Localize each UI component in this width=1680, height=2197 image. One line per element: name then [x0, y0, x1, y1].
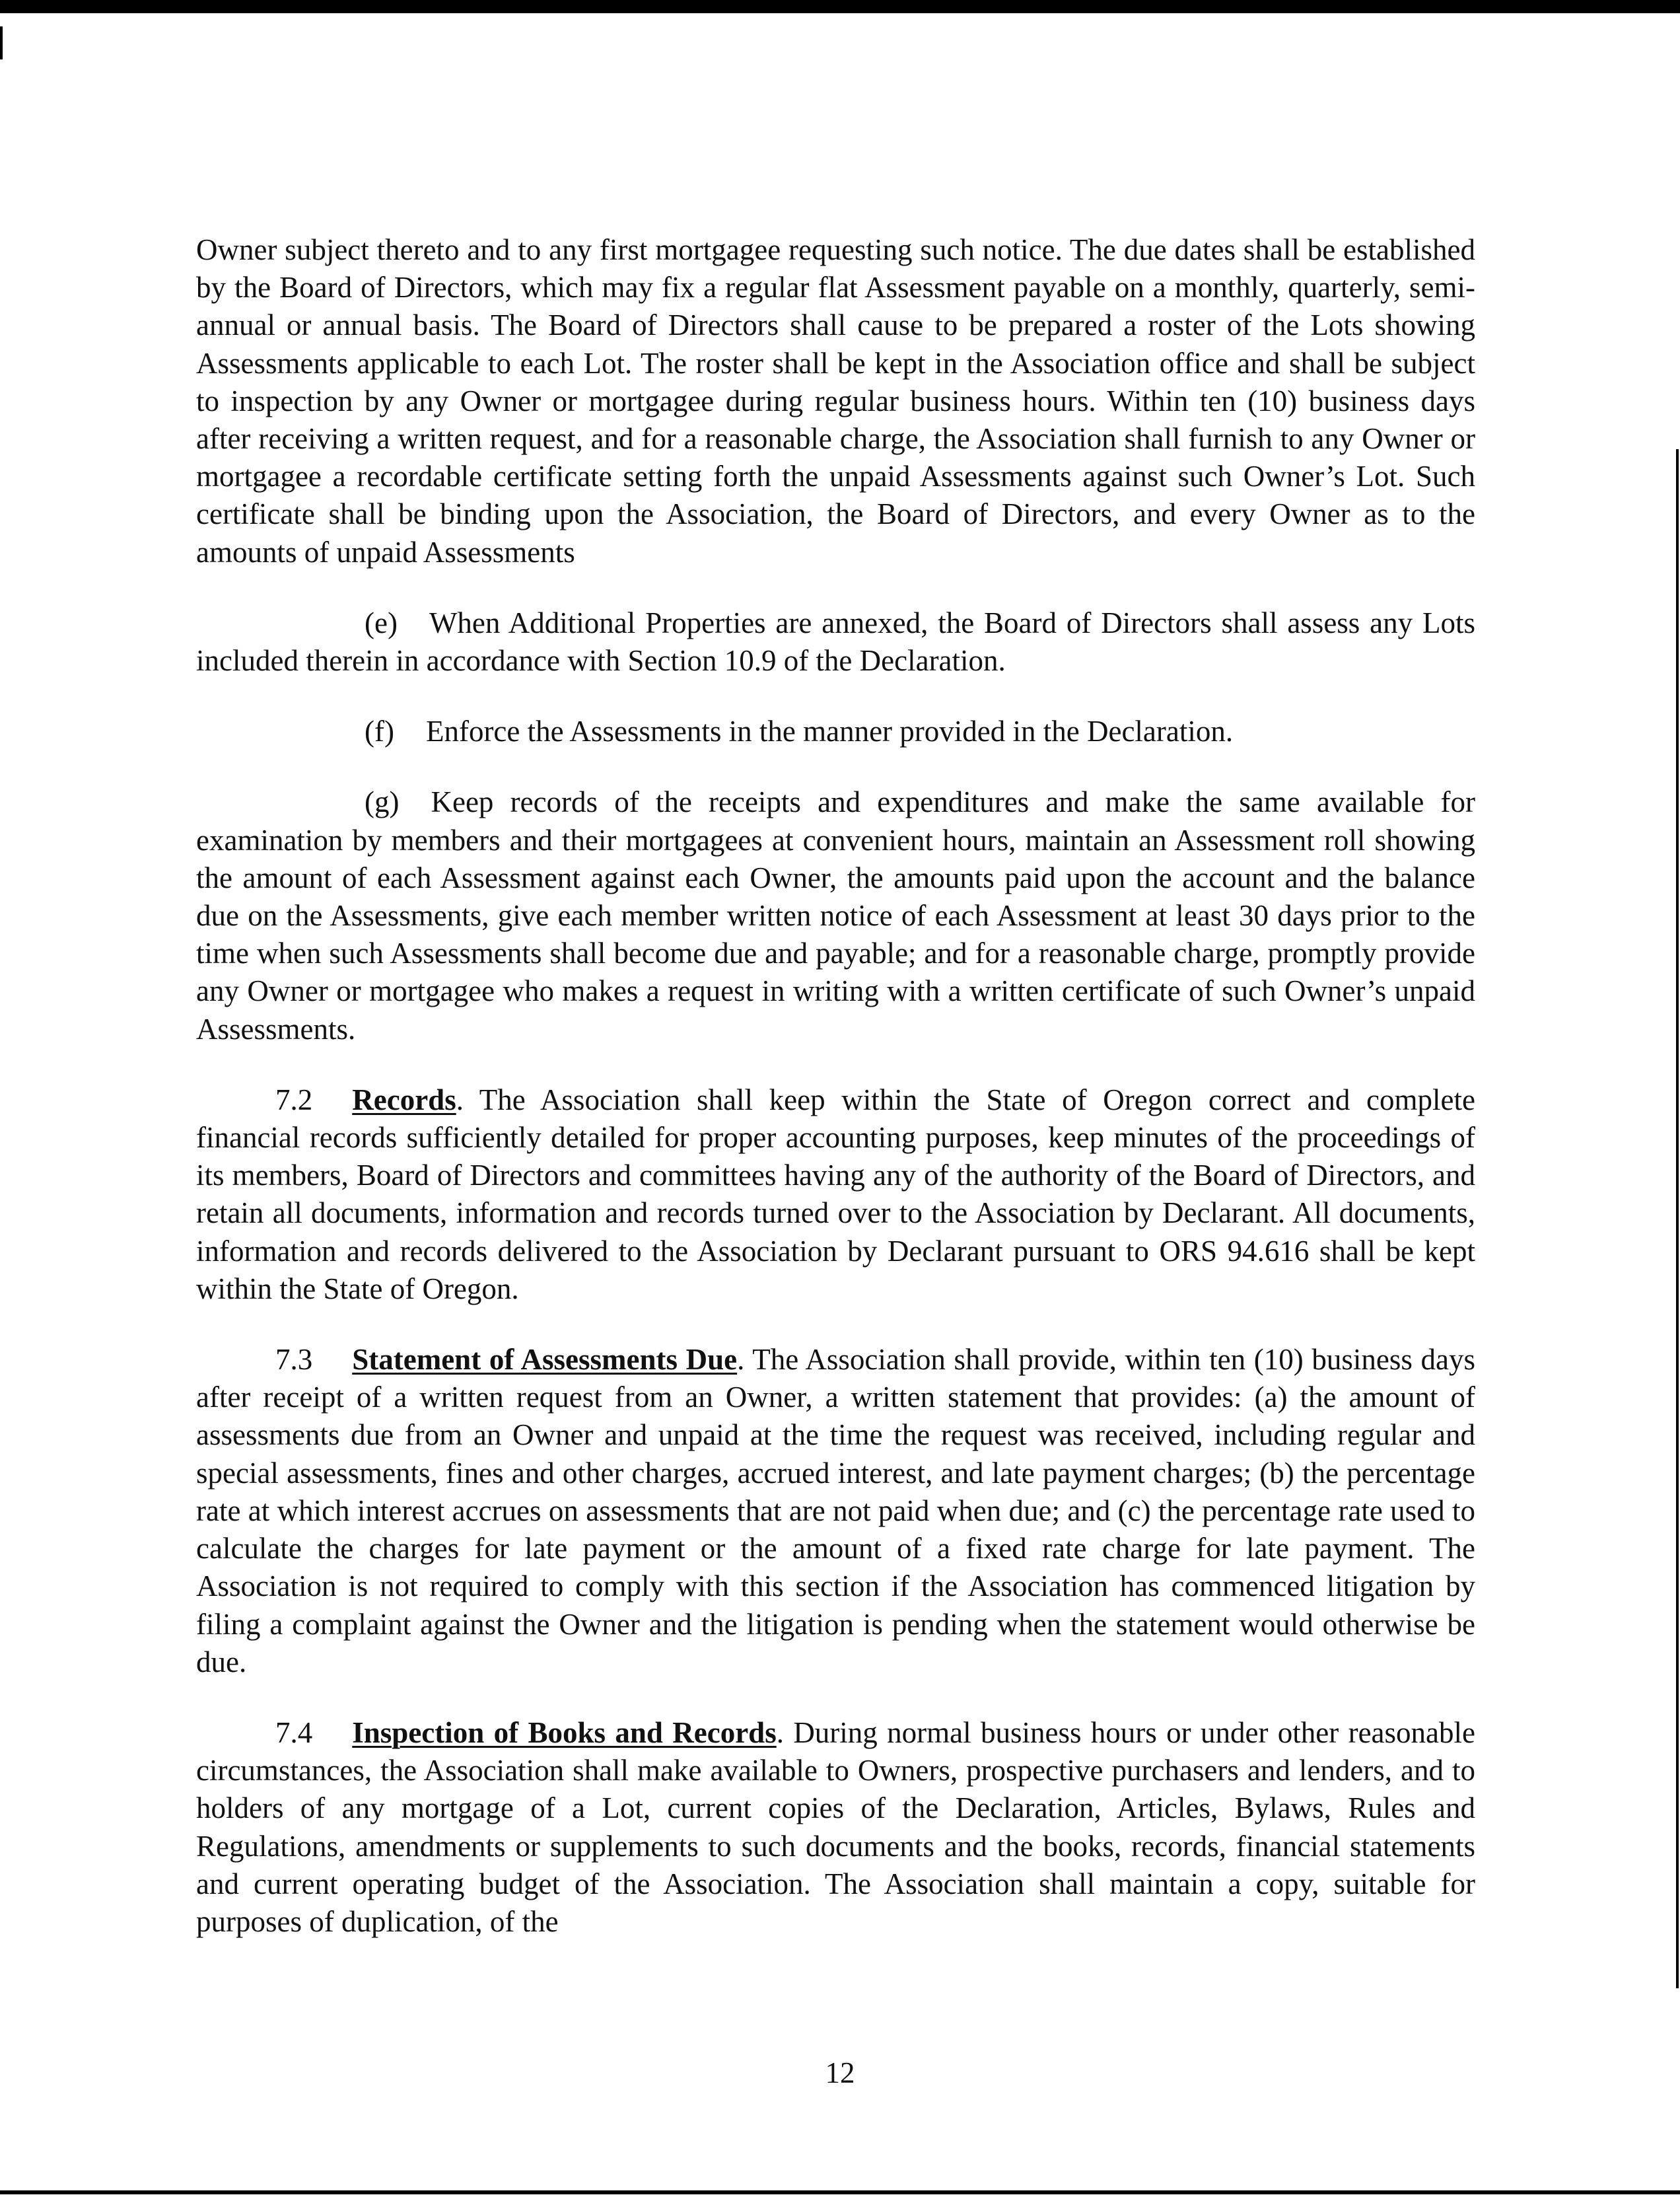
list-item-text: When Additional Properties are annexed, the Board of Directors shall assess any Lots included therein in accordance with Section 10.9 of the Declaration.: [196, 606, 1475, 678]
section-text: . During normal business hours or under other reasonable circumstances, the Association shall make available to Owners, prospective purchasers and lenders, and to holders of any mortgage of a Lot, current copies of the Declaration, Articles, Bylaws, Rules and Regulations, amendments or supplements to such documents and the books, records, financial statements and current operating budget of the Association. The Association shall maintain a copy, suitable for purposes of duplication, of the: [196, 1715, 1475, 1938]
list-item-label: (f): [365, 715, 394, 748]
list-item-g: [196, 783, 1475, 1048]
document-page: [196, 231, 1475, 1941]
scan-left-edge-mark: [0, 26, 3, 59]
list-item-e: [196, 604, 1475, 680]
list-item-f: [196, 713, 1475, 750]
section-text: . The Association shall provide, within ten (10) business days after receipt of a written request from an Owner, a written statement that provides: (a) the amount of assessments due from an Owner and unpaid at the time the request was received, including regular and special assessments, fines and other charges, accrued interest, and late payment charges; (b) the percentage rate at which interest accrues on assessments that are not paid when due; and (c) the percentage rate used to calculate the charges for late payment or the amount of a fixed rate charge for late payment. The Association is not required to comply with this section if the Association has commenced litigation by filing a complaint against the Owner and the litigation is pending when the statement would otherwise be due.: [196, 1343, 1475, 1678]
continuation-paragraph: [196, 231, 1475, 571]
section-7-2: [196, 1081, 1475, 1308]
section-7-4: [196, 1714, 1475, 1941]
list-item-text: Enforce the Assessments in the manner provided in the Declaration.: [425, 715, 1234, 748]
section-number: 7.2: [275, 1083, 313, 1116]
continuation-text: Owner subject thereto and to any first mortgagee requesting such notice. The due dates shall be established by the Board of Directors, which may fix a regular flat Assessment payable on a monthly, quarterly, semi-annual or annual basis. The Board of Directors shall cause to be prepared a roster of the Lots showing Assessments applicable to each Lot. The roster shall be kept in the Association office and shall be subject to inspection by any Owner or mortgagee during regular business hours. Within ten (10) business days after receiving a written request, and for a reasonable charge, the Association shall furnish to any Owner or mortgagee a recordable certificate setting forth the unpaid Assessments against such Owner’s Lot. Such certificate shall be binding upon the Association, the Board of Directors, and every Owner as to the amounts of unpaid Assessments: [196, 233, 1475, 569]
section-heading: Records: [352, 1083, 456, 1116]
page-number: 12: [825, 2056, 855, 2089]
list-item-label: (g): [365, 785, 400, 819]
section-text: . The Association shall keep within the State of Oregon correct and complete financial records sufficiently detailed for proper accounting purposes, keep minutes of the proceedings of its members, Board of Directors and committees having any of the authority of the Board of Directors, and retain all documents, information and records turned over to the Association by Declarant. All documents, information and records delivered to the Association by Declarant pursuant to ORS 94.616 shall be kept within the State of Oregon.: [196, 1083, 1475, 1305]
list-item-text: Keep records of the receipts and expenditures and make the same available for examination by members and their mortgagees at convenient hours, maintain an Assessment roll showing the amount of each Assessment against each Owner, the amounts paid upon the account and the balance due on the Assessments, give each member written notice of each Assessment at least 30 days prior to the time when such Assessments shall become due and payable; and for a reasonable charge, promptly provide any Owner or mortgagee who makes a request in writing with a written certificate of such Owner’s unpaid Assessments.: [196, 785, 1475, 1046]
section-7-3: [196, 1341, 1475, 1681]
scan-right-edge-mark: [1676, 449, 1679, 1988]
scan-top-border: [0, 0, 1680, 13]
section-number: 7.3: [275, 1343, 313, 1377]
scan-bottom-border: [0, 2190, 1680, 2194]
section-heading: Statement of Assessments Due: [352, 1343, 738, 1377]
section-heading: Inspection of Books and Records: [352, 1715, 777, 1749]
section-number: 7.4: [275, 1715, 313, 1749]
list-item-label: (e): [365, 606, 398, 639]
